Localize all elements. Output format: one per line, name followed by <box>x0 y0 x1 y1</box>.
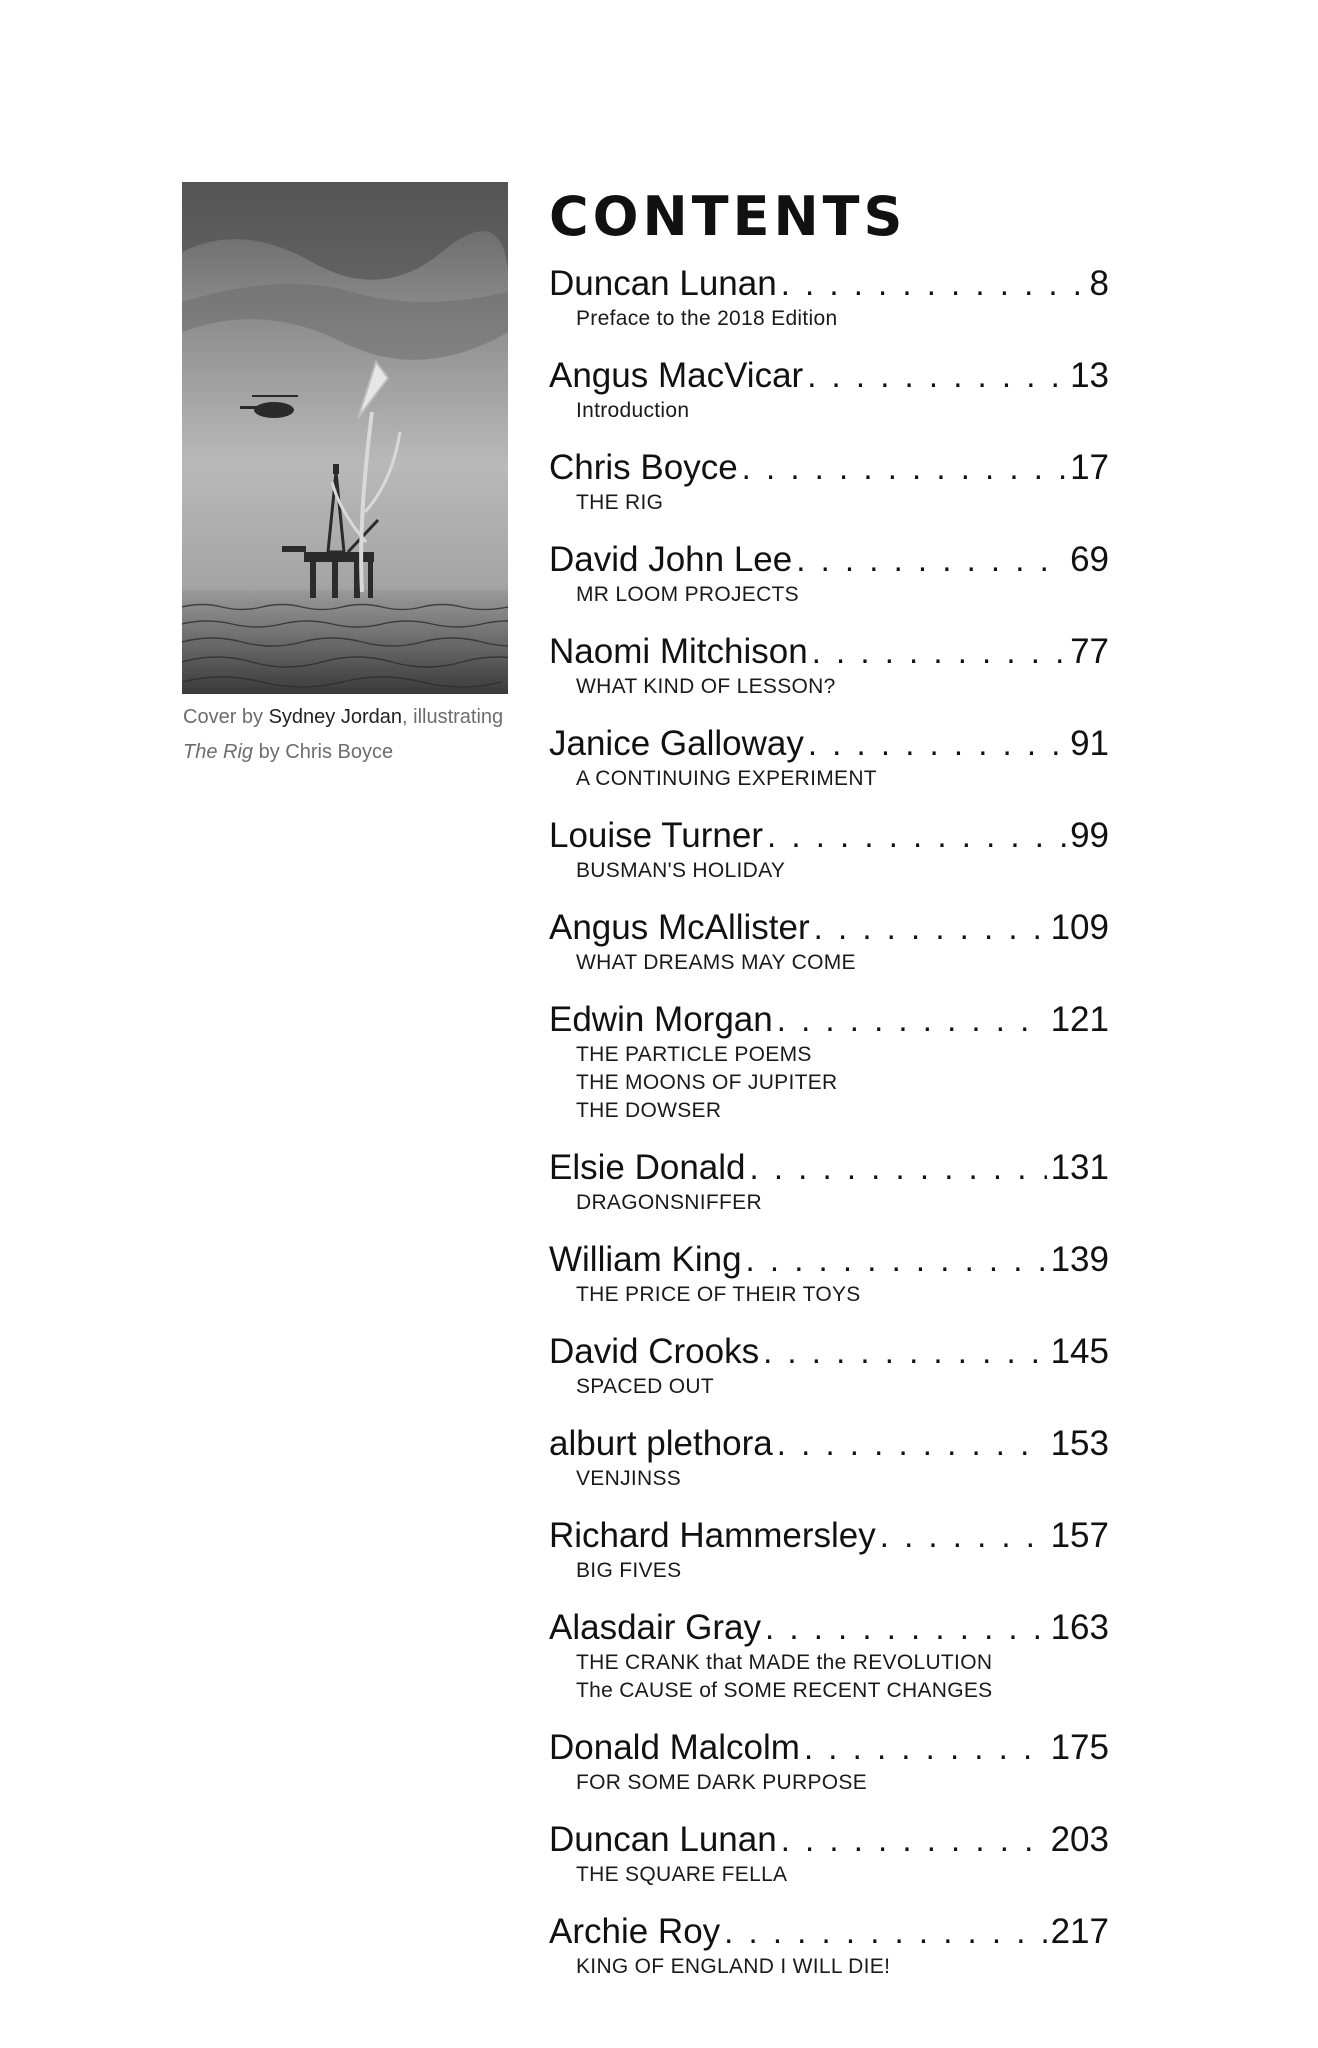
toc-page-number: 8 <box>1089 264 1109 303</box>
dot-leader <box>814 907 1047 949</box>
toc-subtitles <box>549 857 1109 885</box>
caption-story-title: The Rig <box>183 741 254 763</box>
toc-subtitles <box>549 305 1109 333</box>
toc-subtitle: A CONTINUING EXPERIMENT <box>576 767 877 790</box>
toc-entry <box>549 1147 1109 1217</box>
toc-author: David John Lee <box>549 540 793 579</box>
toc-entry <box>549 631 1109 701</box>
toc-entry <box>549 1911 1109 1981</box>
toc-entry <box>549 539 1109 609</box>
dot-leader <box>763 1331 1047 1373</box>
toc-entries <box>549 263 1109 1981</box>
toc-entry-row <box>549 539 1109 581</box>
toc-page-number: 157 <box>1050 1516 1109 1555</box>
dot-leader <box>880 1515 1047 1557</box>
toc-author: Richard Hammersley <box>549 1516 876 1555</box>
toc-page-number: 77 <box>1070 632 1109 671</box>
dot-leader <box>804 1727 1047 1769</box>
toc-entry-row <box>549 1911 1109 1953</box>
toc-subtitle: VENJINSS <box>576 1467 682 1490</box>
toc-entry-row <box>549 355 1109 397</box>
toc-subtitles <box>549 489 1109 517</box>
dot-leader <box>807 355 1066 397</box>
toc-page-number: 121 <box>1050 1000 1109 1039</box>
toc-subtitle: DRAGONSNIFFER <box>576 1191 762 1214</box>
toc-entry <box>549 263 1109 333</box>
toc-subtitle: THE MOONS OF JUPITER <box>576 1071 838 1094</box>
toc-subtitle: WHAT DREAMS MAY COME <box>576 951 856 974</box>
dot-leader <box>781 1819 1047 1861</box>
toc-subtitles <box>549 1953 1109 1981</box>
toc-page-number: 13 <box>1070 356 1109 395</box>
toc-subtitle: MR LOOM PROJECTS <box>576 583 799 606</box>
toc-subtitles <box>549 1041 1109 1125</box>
toc-entry-row <box>549 1331 1109 1373</box>
toc-page-number: 163 <box>1050 1608 1109 1647</box>
toc-entry <box>549 1239 1109 1309</box>
toc-subtitles <box>549 765 1109 793</box>
oil-rig-illustration <box>182 182 508 694</box>
toc-entry-row <box>549 1423 1109 1465</box>
toc-entry-row <box>549 631 1109 673</box>
toc-entry <box>549 355 1109 425</box>
toc-author: Alasdair Gray <box>549 1608 762 1647</box>
caption-suffix: , illustrating <box>402 706 504 728</box>
toc-author: alburt plethora <box>549 1424 773 1463</box>
toc-entry <box>549 999 1109 1125</box>
toc-entry-row <box>549 1147 1109 1189</box>
dot-leader <box>777 999 1047 1041</box>
page-title: CONTENTS <box>549 185 907 248</box>
toc-subtitles <box>549 1557 1109 1585</box>
dot-leader <box>746 1239 1047 1281</box>
toc-page-number: 139 <box>1050 1240 1109 1279</box>
toc-subtitle: KING OF ENGLAND I WILL DIE! <box>576 1955 891 1978</box>
dot-leader <box>812 631 1066 673</box>
toc-page-number: 69 <box>1070 540 1109 579</box>
toc-subtitles <box>549 1465 1109 1493</box>
toc-subtitle: FOR SOME DARK PURPOSE <box>576 1771 868 1794</box>
toc-author: Chris Boyce <box>549 448 738 487</box>
toc-entry <box>549 1515 1109 1585</box>
dot-leader <box>750 1147 1047 1189</box>
toc-entry <box>549 1727 1109 1797</box>
dot-leader <box>765 1607 1047 1649</box>
toc-entry-row <box>549 907 1109 949</box>
dot-leader <box>808 723 1066 765</box>
toc-author: Archie Roy <box>549 1912 721 1951</box>
toc-page-number: 131 <box>1050 1148 1109 1187</box>
toc-entry-row <box>549 263 1109 305</box>
toc-subtitles <box>549 1649 1109 1705</box>
toc-entry <box>549 1607 1109 1705</box>
toc-subtitles <box>549 949 1109 977</box>
toc-entry <box>549 1423 1109 1493</box>
dot-leader <box>796 539 1066 581</box>
toc-author: Duncan Lunan <box>549 264 777 303</box>
toc-entry-row <box>549 1515 1109 1557</box>
toc-author: Duncan Lunan <box>549 1820 777 1859</box>
toc-subtitle: THE PRICE OF THEIR TOYS <box>576 1283 861 1306</box>
toc-subtitle: The CAUSE of SOME RECENT CHANGES <box>576 1679 993 1702</box>
toc-page-number: 17 <box>1070 448 1109 487</box>
dot-leader <box>777 1423 1047 1465</box>
toc-entry <box>549 723 1109 793</box>
caption-story-author: by Chris Boyce <box>253 741 394 763</box>
toc-entry-row <box>549 1239 1109 1281</box>
toc-entry <box>549 1819 1109 1889</box>
toc-author: Angus McAllister <box>549 908 810 947</box>
toc-page-number: 217 <box>1050 1912 1109 1951</box>
toc-author: William King <box>549 1240 742 1279</box>
toc-author: Edwin Morgan <box>549 1000 773 1039</box>
toc-subtitle: THE PARTICLE POEMS <box>576 1043 812 1066</box>
toc-author: Angus MacVicar <box>549 356 804 395</box>
toc-page-number: 145 <box>1050 1332 1109 1371</box>
dot-leader <box>742 447 1066 489</box>
table-of-contents <box>549 185 1109 1981</box>
toc-entry <box>549 1331 1109 1401</box>
toc-subtitle: WHAT KIND OF LESSON? <box>576 675 836 698</box>
toc-entry <box>549 447 1109 517</box>
toc-subtitle: THE CRANK that MADE the REVOLUTION <box>576 1651 993 1674</box>
toc-subtitle: THE RIG <box>576 491 664 514</box>
toc-subtitles <box>549 673 1109 701</box>
toc-page-number: 109 <box>1050 908 1109 947</box>
toc-author: Louise Turner <box>549 816 764 855</box>
cover-caption <box>183 700 513 770</box>
toc-entry-row <box>549 1727 1109 1769</box>
caption-prefix: Cover by <box>183 706 269 728</box>
toc-subtitle: Preface to the 2018 Edition <box>576 307 838 330</box>
toc-author: Donald Malcolm <box>549 1728 800 1767</box>
toc-entry-row <box>549 1819 1109 1861</box>
toc-subtitle: THE SQUARE FELLA <box>576 1863 788 1886</box>
toc-entry-row <box>549 447 1109 489</box>
toc-page-number: 91 <box>1070 724 1109 763</box>
toc-subtitles <box>549 1861 1109 1889</box>
toc-page-number: 175 <box>1050 1728 1109 1767</box>
toc-entry-row <box>549 815 1109 857</box>
toc-entry-row <box>549 999 1109 1041</box>
toc-page-number: 99 <box>1070 816 1109 855</box>
dot-leader <box>767 815 1066 857</box>
toc-subtitles <box>549 397 1109 425</box>
toc-author: Janice Galloway <box>549 724 804 763</box>
toc-subtitle: Introduction <box>576 399 690 422</box>
toc-subtitles <box>549 581 1109 609</box>
toc-subtitle: BIG FIVES <box>576 1559 682 1582</box>
toc-author: Elsie Donald <box>549 1148 746 1187</box>
toc-entry <box>549 907 1109 977</box>
toc-page-number: 203 <box>1050 1820 1109 1859</box>
toc-entry-row <box>549 1607 1109 1649</box>
caption-artist: Sydney Jordan <box>268 706 403 728</box>
toc-subtitles <box>549 1281 1109 1309</box>
toc-subtitle: THE DOWSER <box>576 1099 722 1122</box>
toc-page-number: 153 <box>1050 1424 1109 1463</box>
toc-subtitles <box>549 1373 1109 1401</box>
toc-subtitles <box>549 1769 1109 1797</box>
toc-author: Naomi Mitchison <box>549 632 808 671</box>
toc-subtitle: BUSMAN'S HOLIDAY <box>576 859 786 882</box>
dot-leader <box>724 1911 1046 1953</box>
dot-leader <box>781 263 1086 305</box>
toc-subtitles <box>549 1189 1109 1217</box>
toc-subtitle: SPACED OUT <box>576 1375 714 1398</box>
toc-entry-row <box>549 723 1109 765</box>
toc-entry <box>549 815 1109 885</box>
cover-illustration <box>182 182 508 694</box>
toc-author: David Crooks <box>549 1332 760 1371</box>
